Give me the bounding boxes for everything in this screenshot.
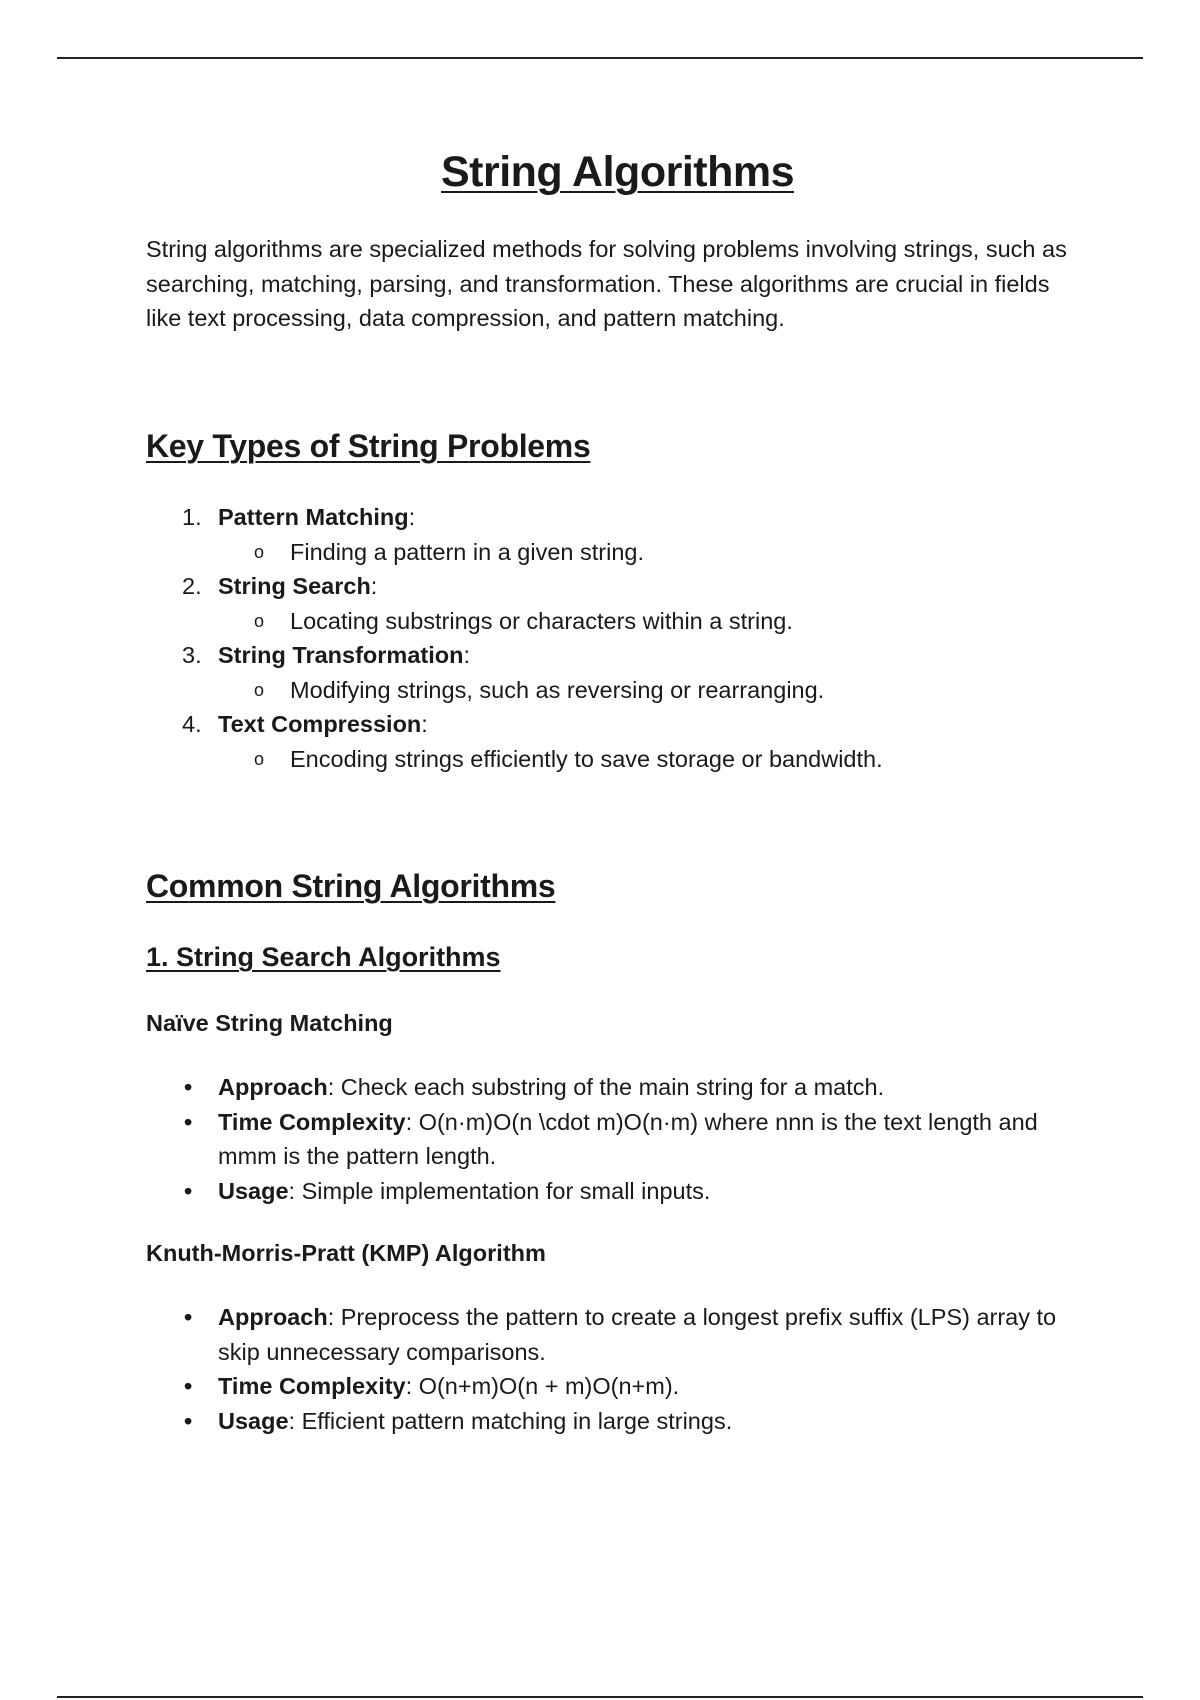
- item-description: Modifying strings, such as reversing or rearranging.: [290, 676, 825, 703]
- item-term: Approach: [218, 1304, 328, 1330]
- key-types-heading: Key Types of String Problems: [146, 428, 591, 464]
- item-number: 1.: [182, 504, 202, 530]
- key-types-list: [146, 500, 1076, 776]
- sub-bullet: o: [254, 541, 265, 562]
- bullet: •: [184, 1407, 193, 1434]
- separator: :: [408, 504, 416, 530]
- naive-heading: Naïve String Matching: [146, 1010, 393, 1036]
- list-item: [146, 638, 1076, 673]
- item-text: Preprocess the pattern to create a longest prefix suffix (LPS) array to skip unnecessary comparisons.: [218, 1304, 1057, 1365]
- list-item: [146, 1369, 1076, 1404]
- item-term: Usage: [218, 1407, 289, 1434]
- item-term: Text Compression: [218, 711, 422, 737]
- kmp-heading: Knuth-Morris-Pratt (KMP) Algorithm: [146, 1240, 546, 1266]
- bullet: •: [184, 1373, 193, 1399]
- item-term: Approach: [218, 1074, 328, 1100]
- list-item: [146, 1300, 1076, 1369]
- sub-list-item: [146, 742, 1076, 777]
- string-search-heading: 1. String Search Algorithms: [146, 942, 501, 972]
- common-algorithms-heading: Common String Algorithms: [146, 868, 556, 904]
- bullet: •: [184, 1108, 193, 1135]
- item-text: Efficient pattern matching in large strings.: [301, 1407, 733, 1434]
- list-item: [146, 1404, 1076, 1439]
- bullet: •: [184, 1177, 193, 1204]
- item-term: Time Complexity: [218, 1108, 406, 1135]
- list-item: [146, 569, 1076, 604]
- item-description: Encoding strings efficiently to save storage or bandwidth.: [290, 745, 883, 772]
- item-description: Locating substrings or characters within a string.: [290, 607, 793, 634]
- item-text: O(n·m)O(n \cdot m)O(n·m) where nnn is the text length and mmm is the pattern length.: [218, 1108, 1038, 1169]
- separator: :: [370, 573, 378, 599]
- item-term: Time Complexity: [218, 1373, 406, 1399]
- sub-bullet: o: [254, 610, 265, 631]
- separator: :: [405, 1373, 413, 1399]
- document-title: String Algorithms: [440, 148, 794, 196]
- item-number: 4.: [182, 711, 202, 737]
- separator: :: [288, 1177, 296, 1204]
- naive-bullet-list: [146, 1070, 1076, 1208]
- list-item: [146, 1174, 1076, 1209]
- separator: :: [421, 711, 428, 737]
- separator: :: [405, 1108, 413, 1135]
- separator: :: [463, 642, 470, 668]
- item-text: O(n+m)O(n + m)O(n+m).: [418, 1373, 680, 1399]
- item-term: String Search: [218, 573, 371, 599]
- list-item: [146, 707, 1076, 742]
- sub-bullet: o: [254, 748, 265, 769]
- item-number: 2.: [182, 573, 202, 599]
- sub-bullet: o: [254, 679, 265, 700]
- list-item: [146, 1105, 1076, 1174]
- separator: :: [288, 1407, 296, 1434]
- list-item: [146, 1070, 1076, 1105]
- item-term: Usage: [218, 1177, 289, 1204]
- bullet: •: [184, 1304, 193, 1330]
- item-term: String Transformation: [218, 642, 464, 668]
- footer-rule: [57, 1696, 1143, 1698]
- kmp-bullet-list: [146, 1300, 1076, 1438]
- sub-list-item: [146, 535, 1076, 570]
- item-number: 3.: [182, 642, 202, 668]
- sub-list-item: [146, 604, 1076, 639]
- item-description: Finding a pattern in a given string.: [290, 538, 645, 565]
- sub-list-item: [146, 673, 1076, 708]
- separator: :: [327, 1304, 335, 1330]
- header-rule: [57, 57, 1143, 59]
- bullet: •: [184, 1074, 193, 1100]
- item-text: Check each substring of the main string for a match.: [340, 1074, 885, 1100]
- item-text: Simple implementation for small inputs.: [301, 1177, 711, 1204]
- intro-paragraph: String algorithms are specialized methods for solving problems involving strings, such as searching, matching, parsing, and transformation. These algorithms are crucial in fields like text processing, data compression, and pattern matching.: [146, 236, 1067, 331]
- separator: :: [327, 1074, 335, 1100]
- item-term: Pattern Matching: [218, 504, 409, 530]
- list-item: [146, 500, 1076, 535]
